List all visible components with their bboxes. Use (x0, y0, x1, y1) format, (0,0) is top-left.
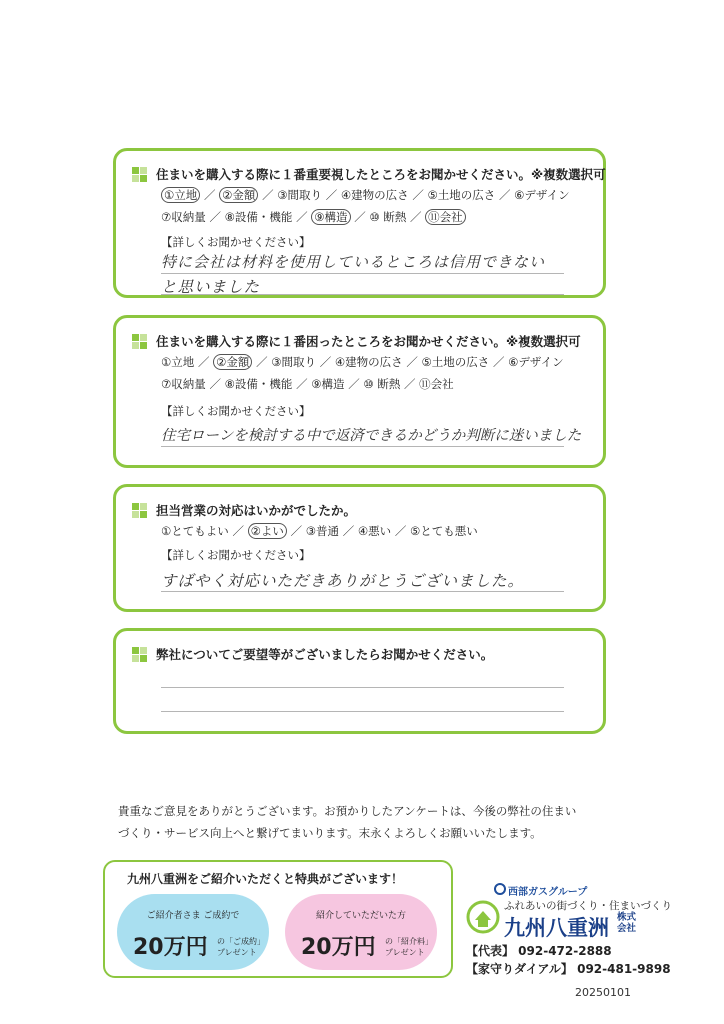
promo-right-note (385, 936, 433, 958)
promo-right-amount: 20万円 (301, 935, 376, 960)
promo-right-caption: 紹介していただいた方 (315, 911, 406, 921)
tel-care: 【家守りダイアル】 092-481-9898 (466, 962, 671, 976)
promo-left-pill (117, 894, 269, 970)
company-kk: 株式会社 (617, 912, 637, 934)
question-3-title: 担当営業の対応はいかがでしたか。 (156, 503, 357, 518)
green-squares-icon (132, 503, 148, 519)
option-5[interactable]: ⑤土地の広さ (427, 188, 496, 202)
option-very-good[interactable]: ①とてもよい (161, 524, 229, 538)
tel-main: 【代表】 092-472-2888 (466, 944, 612, 958)
referral-promo-box (103, 860, 453, 978)
company-info (462, 880, 672, 980)
answer-underline (161, 273, 564, 274)
option-9-circled[interactable]: ⑨構造 (311, 209, 350, 225)
blank-answer-line (161, 711, 564, 712)
group-name: 西部ガスグループ (508, 887, 588, 898)
option-average[interactable]: ③普通 (305, 524, 340, 538)
option-2-circled[interactable]: ②金額 (213, 354, 252, 370)
option-7[interactable]: ⑦収納量 (161, 377, 206, 391)
question-2-options-row2: ⑦収納量 ／ ⑧設備・機能 ／ ⑨構造 ／ ⑩ 断熱 ／ ⑪会社 (161, 377, 454, 391)
closing-line-1: 貴重なご意見をありがとうございます。お預かりしたアンケートは、今後の弊社の住まい (118, 804, 577, 818)
question-2-title: 住まいを購入する際に１番困ったところをお聞かせください。※複数選択可 (156, 334, 581, 349)
option-8[interactable]: ⑧設備・機能 (224, 377, 293, 391)
promo-left-note (217, 936, 265, 958)
option-3[interactable]: ③間取り (277, 188, 323, 202)
option-6[interactable]: ⑥デザイン (508, 355, 564, 369)
promo-left-caption: ご紹介者さま ご成約で (146, 911, 240, 921)
promo-right-note2: プレゼント (385, 948, 425, 957)
green-squares-icon (132, 647, 148, 663)
company-logo-icon (466, 900, 500, 934)
handwritten-answer-line1: すばやく対応いただきありがとうございました。 (161, 572, 525, 590)
answer-underline (161, 294, 564, 295)
option-11-circled[interactable]: ⑪会社 (425, 209, 466, 225)
closing-line-2: づくり・サービス向上へと繋げてまいります。末永くよろしくお願いいたします。 (118, 826, 542, 840)
option-bad[interactable]: ④悪い (357, 524, 392, 538)
question-1-title: 住まいを購入する際に１番重要視したところをお聞かせください。※複数選択可 (156, 167, 606, 182)
company-name: 九州八重洲 (504, 916, 609, 940)
handwritten-answer-line1: 住宅ローンを検討する中で返済できるかどうか判断に迷いました (161, 428, 582, 444)
handwritten-answer-line1: 特に会社は材料を使用しているところは信用できない (161, 253, 546, 271)
option-1-circled[interactable]: ①立地 (161, 187, 200, 203)
option-10[interactable]: ⑩ 断熱 (363, 377, 401, 391)
company-slogan: ふれあいの街づくり・住まいづくり (504, 900, 672, 912)
promo-right-note1: の「紹介料」 (385, 937, 433, 946)
question-4-title: 弊社についてご要望等がございましたらお聞かせください。 (156, 647, 494, 662)
option-2-circled[interactable]: ②金額 (219, 187, 258, 203)
question-1-options-row1: ①立地 ／ ②金額 ／ ③間取り ／ ④建物の広さ ／ ⑤土地の広さ ／ ⑥デザイン (161, 187, 570, 203)
group-logo-icon (494, 883, 506, 895)
option-5[interactable]: ⑤土地の広さ (421, 355, 490, 369)
option-9[interactable]: ⑨構造 (311, 377, 345, 391)
question-2-card (113, 315, 606, 468)
question-1-card (113, 148, 606, 298)
option-4[interactable]: ④建物の広さ (334, 355, 403, 369)
question-4-card (113, 628, 606, 734)
option-good-circled[interactable]: ②よい (248, 523, 287, 539)
detail-label: 【詳しくお聞かせください】 (161, 404, 311, 418)
closing-message (118, 800, 608, 844)
question-3-card (113, 484, 606, 612)
promo-left-amount: 20万円 (133, 935, 208, 960)
option-6[interactable]: ⑥デザイン (514, 188, 570, 202)
promo-title: 九州八重洲をご紹介いただくと特典がございます！ (127, 872, 404, 886)
detail-label: 【詳しくお聞かせください】 (161, 235, 311, 249)
question-3-options: ①とてもよい ／ ②よい ／ ③普通 ／ ④悪い ／ ⑤とても悪い (161, 524, 478, 538)
green-squares-icon (132, 334, 148, 350)
answer-underline (161, 591, 564, 592)
option-11[interactable]: ⑪会社 (419, 377, 454, 391)
green-squares-icon (132, 167, 148, 183)
option-1[interactable]: ①立地 (161, 355, 195, 369)
option-3[interactable]: ③間取り (271, 355, 317, 369)
handwritten-answer-line2: と思いました (161, 278, 261, 296)
promo-right-pill (285, 894, 437, 970)
option-very-bad[interactable]: ⑤とても悪い (410, 524, 478, 538)
answer-underline (161, 446, 564, 447)
blank-answer-line (161, 687, 564, 688)
promo-left-note1: の「ご成約」 (217, 937, 265, 946)
option-4[interactable]: ④建物の広さ (340, 188, 409, 202)
option-8[interactable]: ⑧設備・機能 (224, 210, 293, 224)
promo-left-note2: プレゼント (217, 948, 257, 957)
document-code: 20250101 (575, 986, 631, 999)
option-10[interactable]: ⑩ 断熱 (369, 210, 407, 224)
option-7[interactable]: ⑦収納量 (161, 210, 206, 224)
detail-label: 【詳しくお聞かせください】 (161, 548, 311, 562)
question-1-options-row2: ⑦収納量 ／ ⑧設備・機能 ／ ⑨構造 ／ ⑩ 断熱 ／ ⑪会社 (161, 209, 466, 225)
question-2-options-row1: ①立地 ／ ②金額 ／ ③間取り ／ ④建物の広さ ／ ⑤土地の広さ ／ ⑥デザイン (161, 355, 564, 369)
